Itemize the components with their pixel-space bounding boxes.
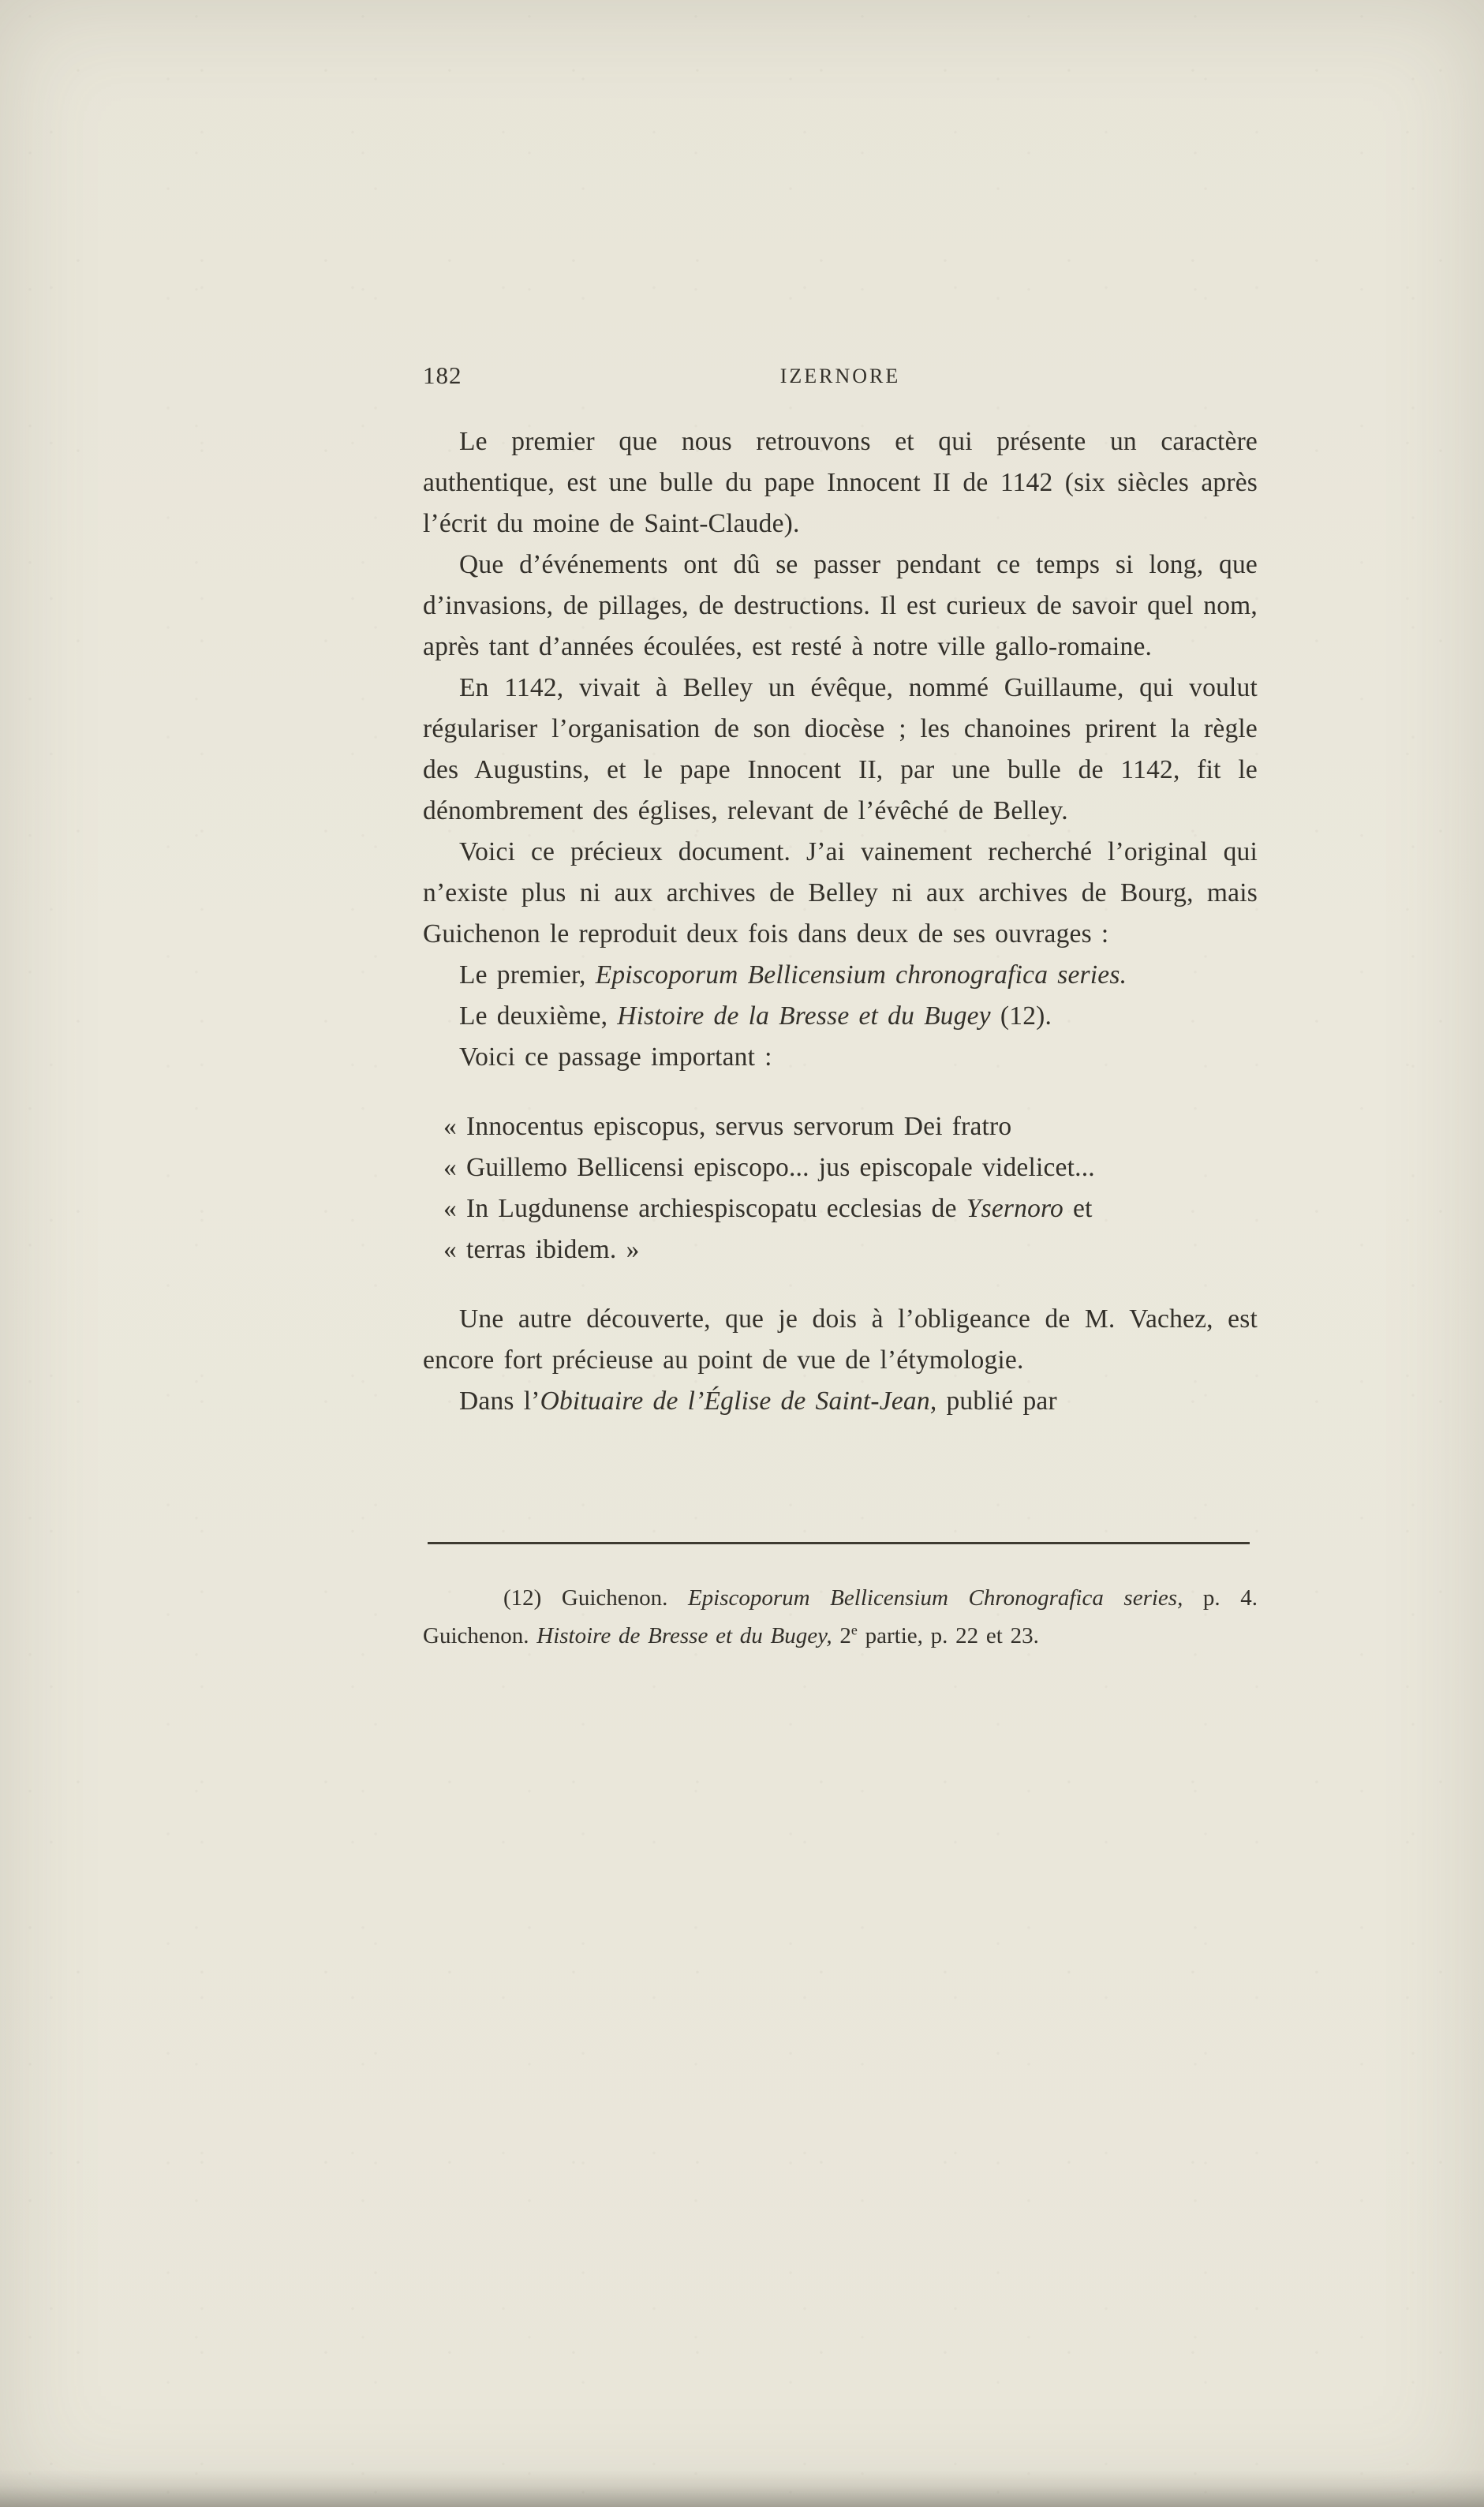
italic-run: Ysernoro bbox=[966, 1194, 1063, 1223]
page-number: 182 bbox=[423, 361, 462, 389]
text-run: Voici ce précieux document. J’ai vainement recherché l’original qui n’existe plus ni aux archives de Belley ni aux archives de Bourg, mais Guichenon le reproduit deux fois dans deux de ses ouvrages : bbox=[423, 837, 1258, 949]
paragraph bbox=[423, 955, 1258, 996]
footnote-divider bbox=[428, 1542, 1250, 1544]
scan-bottom-edge bbox=[0, 2469, 1484, 2507]
paragraph bbox=[423, 668, 1258, 832]
text-run: Que d’événements ont dû se passer pendant ce temps si long, que d’invasions, de pillages, de destructions. Il est curieux de savoir quel nom, après tant d’années écoulées, est resté à notre ville gallo-romaine. bbox=[423, 550, 1258, 661]
paragraph bbox=[423, 1381, 1258, 1422]
text-column bbox=[423, 357, 1258, 1655]
text-run: Le premier que nous retrouvons et qui présente un caractère authentique, est une bulle du pape Innocent II de 1142 (six siècles après l’écrit du moine de Saint-Claude). bbox=[423, 427, 1258, 538]
paragraph bbox=[423, 1037, 1258, 1078]
text-run: « Guillemo Bellicensi episcopo... jus episcopale videlicet... bbox=[443, 1153, 1095, 1182]
text-run: et bbox=[1063, 1194, 1093, 1223]
text-run: « terras ibidem. » bbox=[443, 1235, 640, 1264]
text-run: Une autre découverte, que je dois à l’obligeance de M. Vachez, est encore fort précieuse au point de vue de l’étymologie. bbox=[423, 1304, 1258, 1375]
italic-run: Episcoporum Bellicensium chronografica series. bbox=[595, 960, 1127, 990]
quote-line bbox=[443, 1106, 1258, 1147]
italic-run: Histoire de la Bresse et du Bugey bbox=[617, 1001, 991, 1031]
quote-line bbox=[443, 1147, 1258, 1188]
text-run: « In Lugdunense archiespiscopatu ecclesias de bbox=[443, 1194, 966, 1223]
body-paragraphs bbox=[423, 421, 1258, 1422]
text-run: En 1142, vivait à Belley un évêque, nommé Guillaume, qui voulut régulariser l’organisation de son diocèse ; les chanoines prirent la règle des Augustins, et le pape Innocent II, par une bulle de 1142, fit le dénombrement des églises, relevant de l’évêché de Belley. bbox=[423, 673, 1258, 825]
text-run: Le deuxième, bbox=[459, 1001, 618, 1031]
text-run: partie, p. 22 et 23. bbox=[857, 1623, 1039, 1648]
text-run: 2 bbox=[832, 1623, 851, 1648]
page-header bbox=[423, 357, 1258, 398]
paragraph bbox=[423, 1299, 1258, 1381]
quote-line bbox=[443, 1188, 1258, 1229]
paragraph bbox=[423, 421, 1258, 544]
text-run: p. 4. Guichenon. bbox=[423, 1585, 1258, 1648]
superscript-run: e bbox=[850, 1622, 858, 1638]
quotation-block bbox=[423, 1106, 1258, 1270]
text-run: (12). bbox=[990, 1001, 1052, 1031]
italic-run: Episcoporum Bellicensium Chronografica series, bbox=[687, 1585, 1183, 1611]
paragraph bbox=[423, 996, 1258, 1037]
text-run: publié par bbox=[936, 1386, 1057, 1416]
paragraph bbox=[423, 544, 1258, 668]
text-run: Voici ce passage important : bbox=[459, 1042, 772, 1072]
running-head: IZERNORE bbox=[779, 365, 901, 387]
paragraph bbox=[423, 832, 1258, 955]
italic-run: Histoire de Bresse et du Bugey, bbox=[536, 1623, 832, 1648]
italic-run: Obituaire de l’Église de Saint-Jean, bbox=[540, 1386, 937, 1416]
text-run: (12) Guichenon. bbox=[503, 1585, 688, 1611]
text-run: Dans l’ bbox=[459, 1386, 540, 1416]
footnote-text bbox=[423, 1579, 1258, 1655]
text-run: « Innocentus episcopus, servus servorum Dei fratro bbox=[443, 1112, 1012, 1141]
text-run: Le premier, bbox=[459, 960, 596, 990]
quote-line bbox=[443, 1229, 1258, 1270]
